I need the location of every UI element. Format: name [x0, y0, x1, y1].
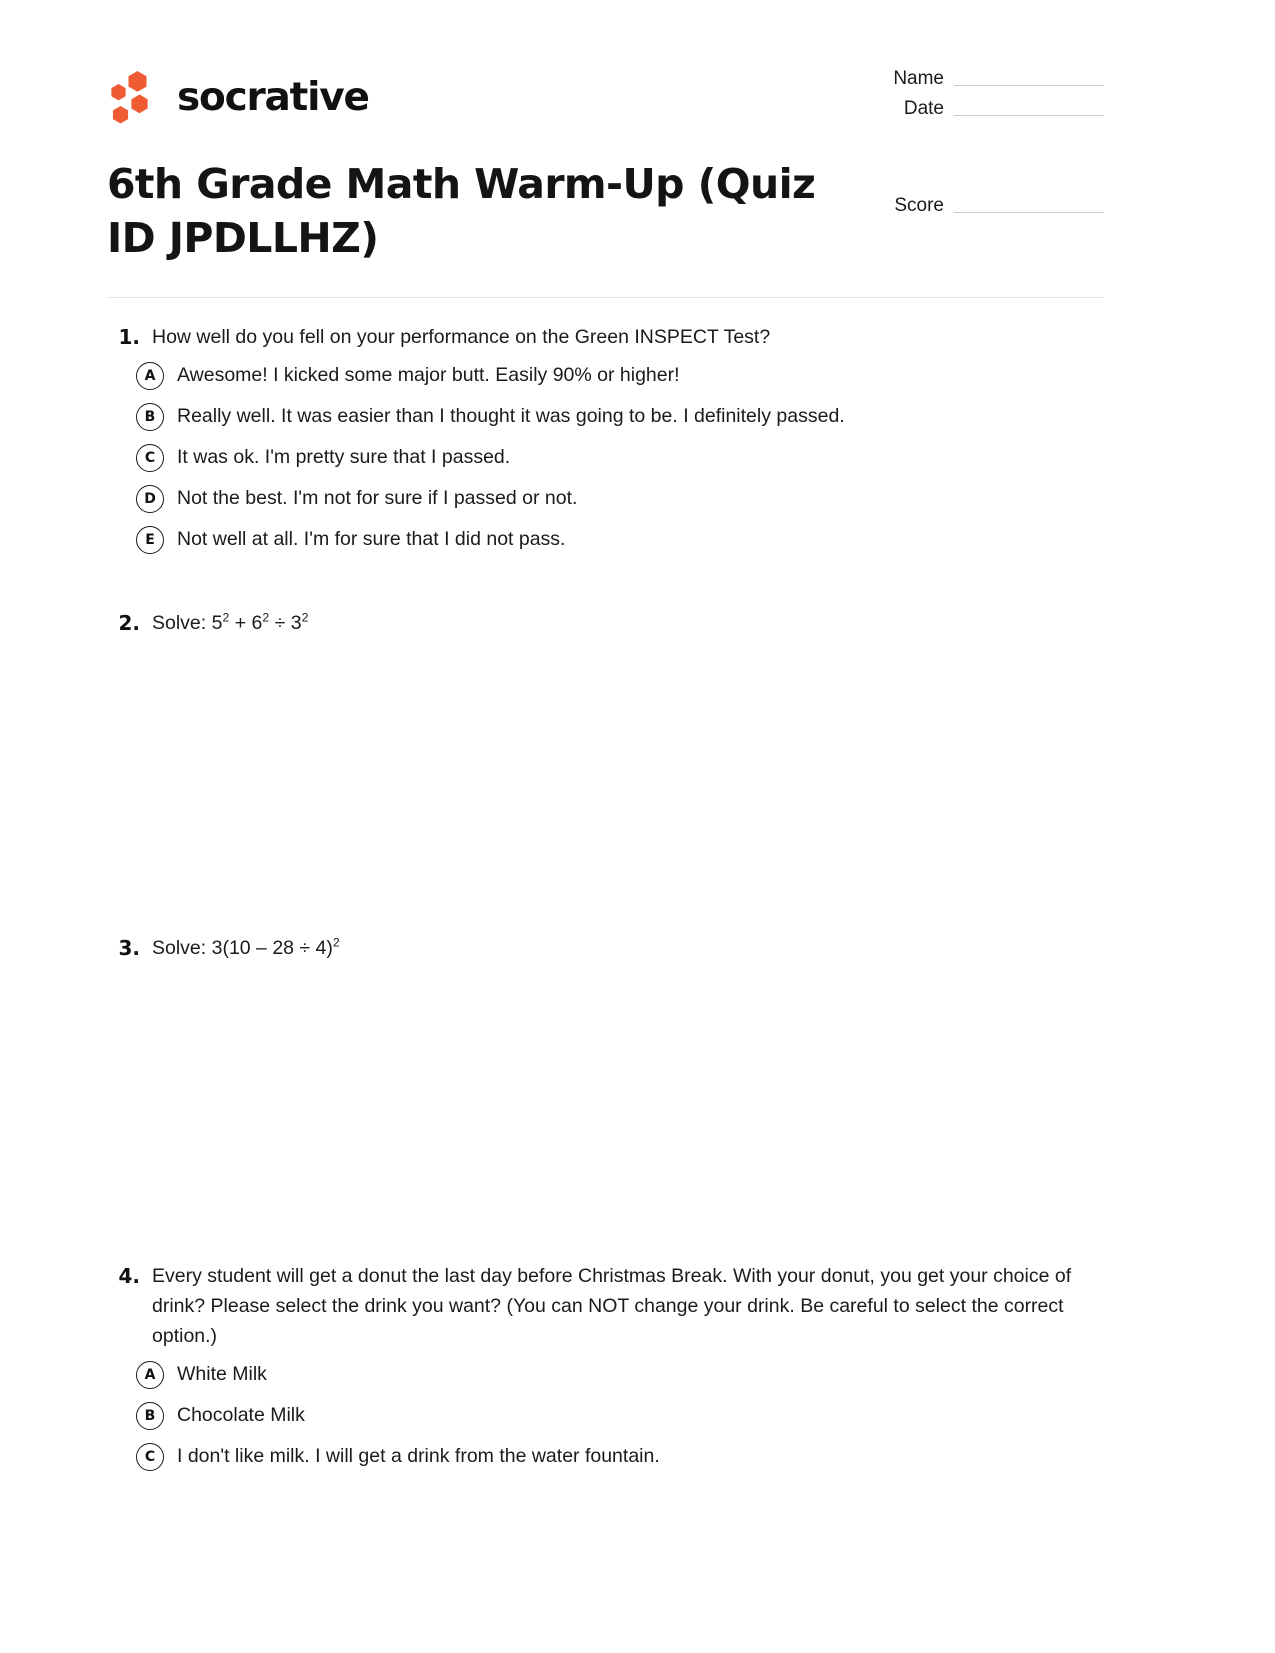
- date-field-line[interactable]: [954, 115, 1104, 116]
- option-label-c: I don't like milk. I will get a drink from the water fountain.: [177, 1445, 660, 1467]
- page-title: 6th Grade Math Warm-Up (Quiz ID JPDLLHZ): [107, 160, 816, 263]
- question-3: [107, 933, 1104, 1261]
- question-1-text: How well do you fell on your performance on the Green INSPECT Test?: [152, 326, 771, 348]
- option-label-c: It was ok. I'm pretty sure that I passed.: [177, 446, 511, 468]
- option-bubble-c[interactable]: C: [136, 1443, 164, 1471]
- option-bubble-a[interactable]: A: [136, 362, 164, 390]
- question-3-number: 3.: [118, 936, 140, 960]
- question-4-text: Every student will get a donut the last day before Christmas Break. With your donut, you get your choice of drink? Please select the drink you want? (You can NOT change your drink. Be careful to select the correct option.): [152, 1265, 1072, 1347]
- option-bubble-b[interactable]: B: [136, 1402, 164, 1430]
- header-divider: [107, 297, 1104, 298]
- question-3-header: [107, 933, 1104, 963]
- option-label-a: Awesome! I kicked some major butt. Easily 90% or higher!: [177, 364, 680, 386]
- question-3-answer-space[interactable]: [107, 963, 1104, 1261]
- question-2-text: Solve: $5^2 + 6^2 \div 3^2$: [152, 610, 309, 634]
- option-label-b: Chocolate Milk: [177, 1404, 305, 1426]
- option-bubble-c[interactable]: C: [136, 444, 164, 472]
- question-2-header: [107, 608, 1104, 638]
- question-4-options: [107, 1360, 1104, 1471]
- question-3-text: Solve: $3(10 - 28 \div 4)^2$: [152, 935, 340, 959]
- document-header: [107, 60, 1104, 265]
- brand-wordmark: socrative: [177, 74, 369, 120]
- score-field-line[interactable]: [954, 212, 1104, 213]
- socrative-hexagon-logo-icon: [107, 68, 163, 124]
- question-1-header: [107, 322, 1104, 352]
- option-bubble-a[interactable]: A: [136, 1361, 164, 1389]
- option-bubble-b[interactable]: B: [136, 403, 164, 431]
- option-4-b[interactable]: [107, 1401, 1104, 1430]
- question-2: [107, 608, 1104, 933]
- question-1: [107, 322, 1104, 554]
- date-field-row: [804, 90, 1104, 120]
- question-2-number: 2.: [118, 611, 140, 635]
- option-1-e[interactable]: [107, 525, 1104, 554]
- student-info-fields: [804, 60, 1104, 217]
- name-field-line[interactable]: [954, 85, 1104, 86]
- option-4-c[interactable]: [107, 1442, 1104, 1471]
- questions-list: [107, 322, 1104, 1483]
- option-1-a[interactable]: [107, 361, 1104, 390]
- question-2-answer-space[interactable]: [107, 638, 1104, 933]
- option-4-a[interactable]: [107, 1360, 1104, 1389]
- option-label-d: Not the best. I'm not for sure if I passed or not.: [177, 487, 578, 509]
- option-label-b: Really well. It was easier than I thought it was going to be. I definitely passed.: [177, 405, 845, 427]
- question-1-spacer: [107, 566, 1104, 608]
- name-field-row: [804, 60, 1104, 90]
- question-1-options: [107, 361, 1104, 554]
- option-1-c[interactable]: [107, 443, 1104, 472]
- option-1-d[interactable]: [107, 484, 1104, 513]
- question-1-number: 1.: [118, 325, 140, 349]
- question-4-number: 4.: [118, 1264, 140, 1288]
- question-4: [107, 1261, 1104, 1471]
- option-1-b[interactable]: [107, 402, 1104, 431]
- question-4-header: [107, 1261, 1104, 1351]
- score-field-row: [804, 187, 1104, 217]
- option-label-a: White Milk: [177, 1363, 267, 1385]
- option-label-e: Not well at all. I'm for sure that I did not pass.: [177, 528, 566, 550]
- socrative-brand: [107, 68, 369, 124]
- date-field-label: Date: [903, 98, 944, 119]
- option-bubble-e[interactable]: E: [136, 526, 164, 554]
- option-bubble-d[interactable]: D: [136, 485, 164, 513]
- score-field-label: Score: [894, 195, 944, 216]
- name-field-label: Name: [893, 68, 944, 89]
